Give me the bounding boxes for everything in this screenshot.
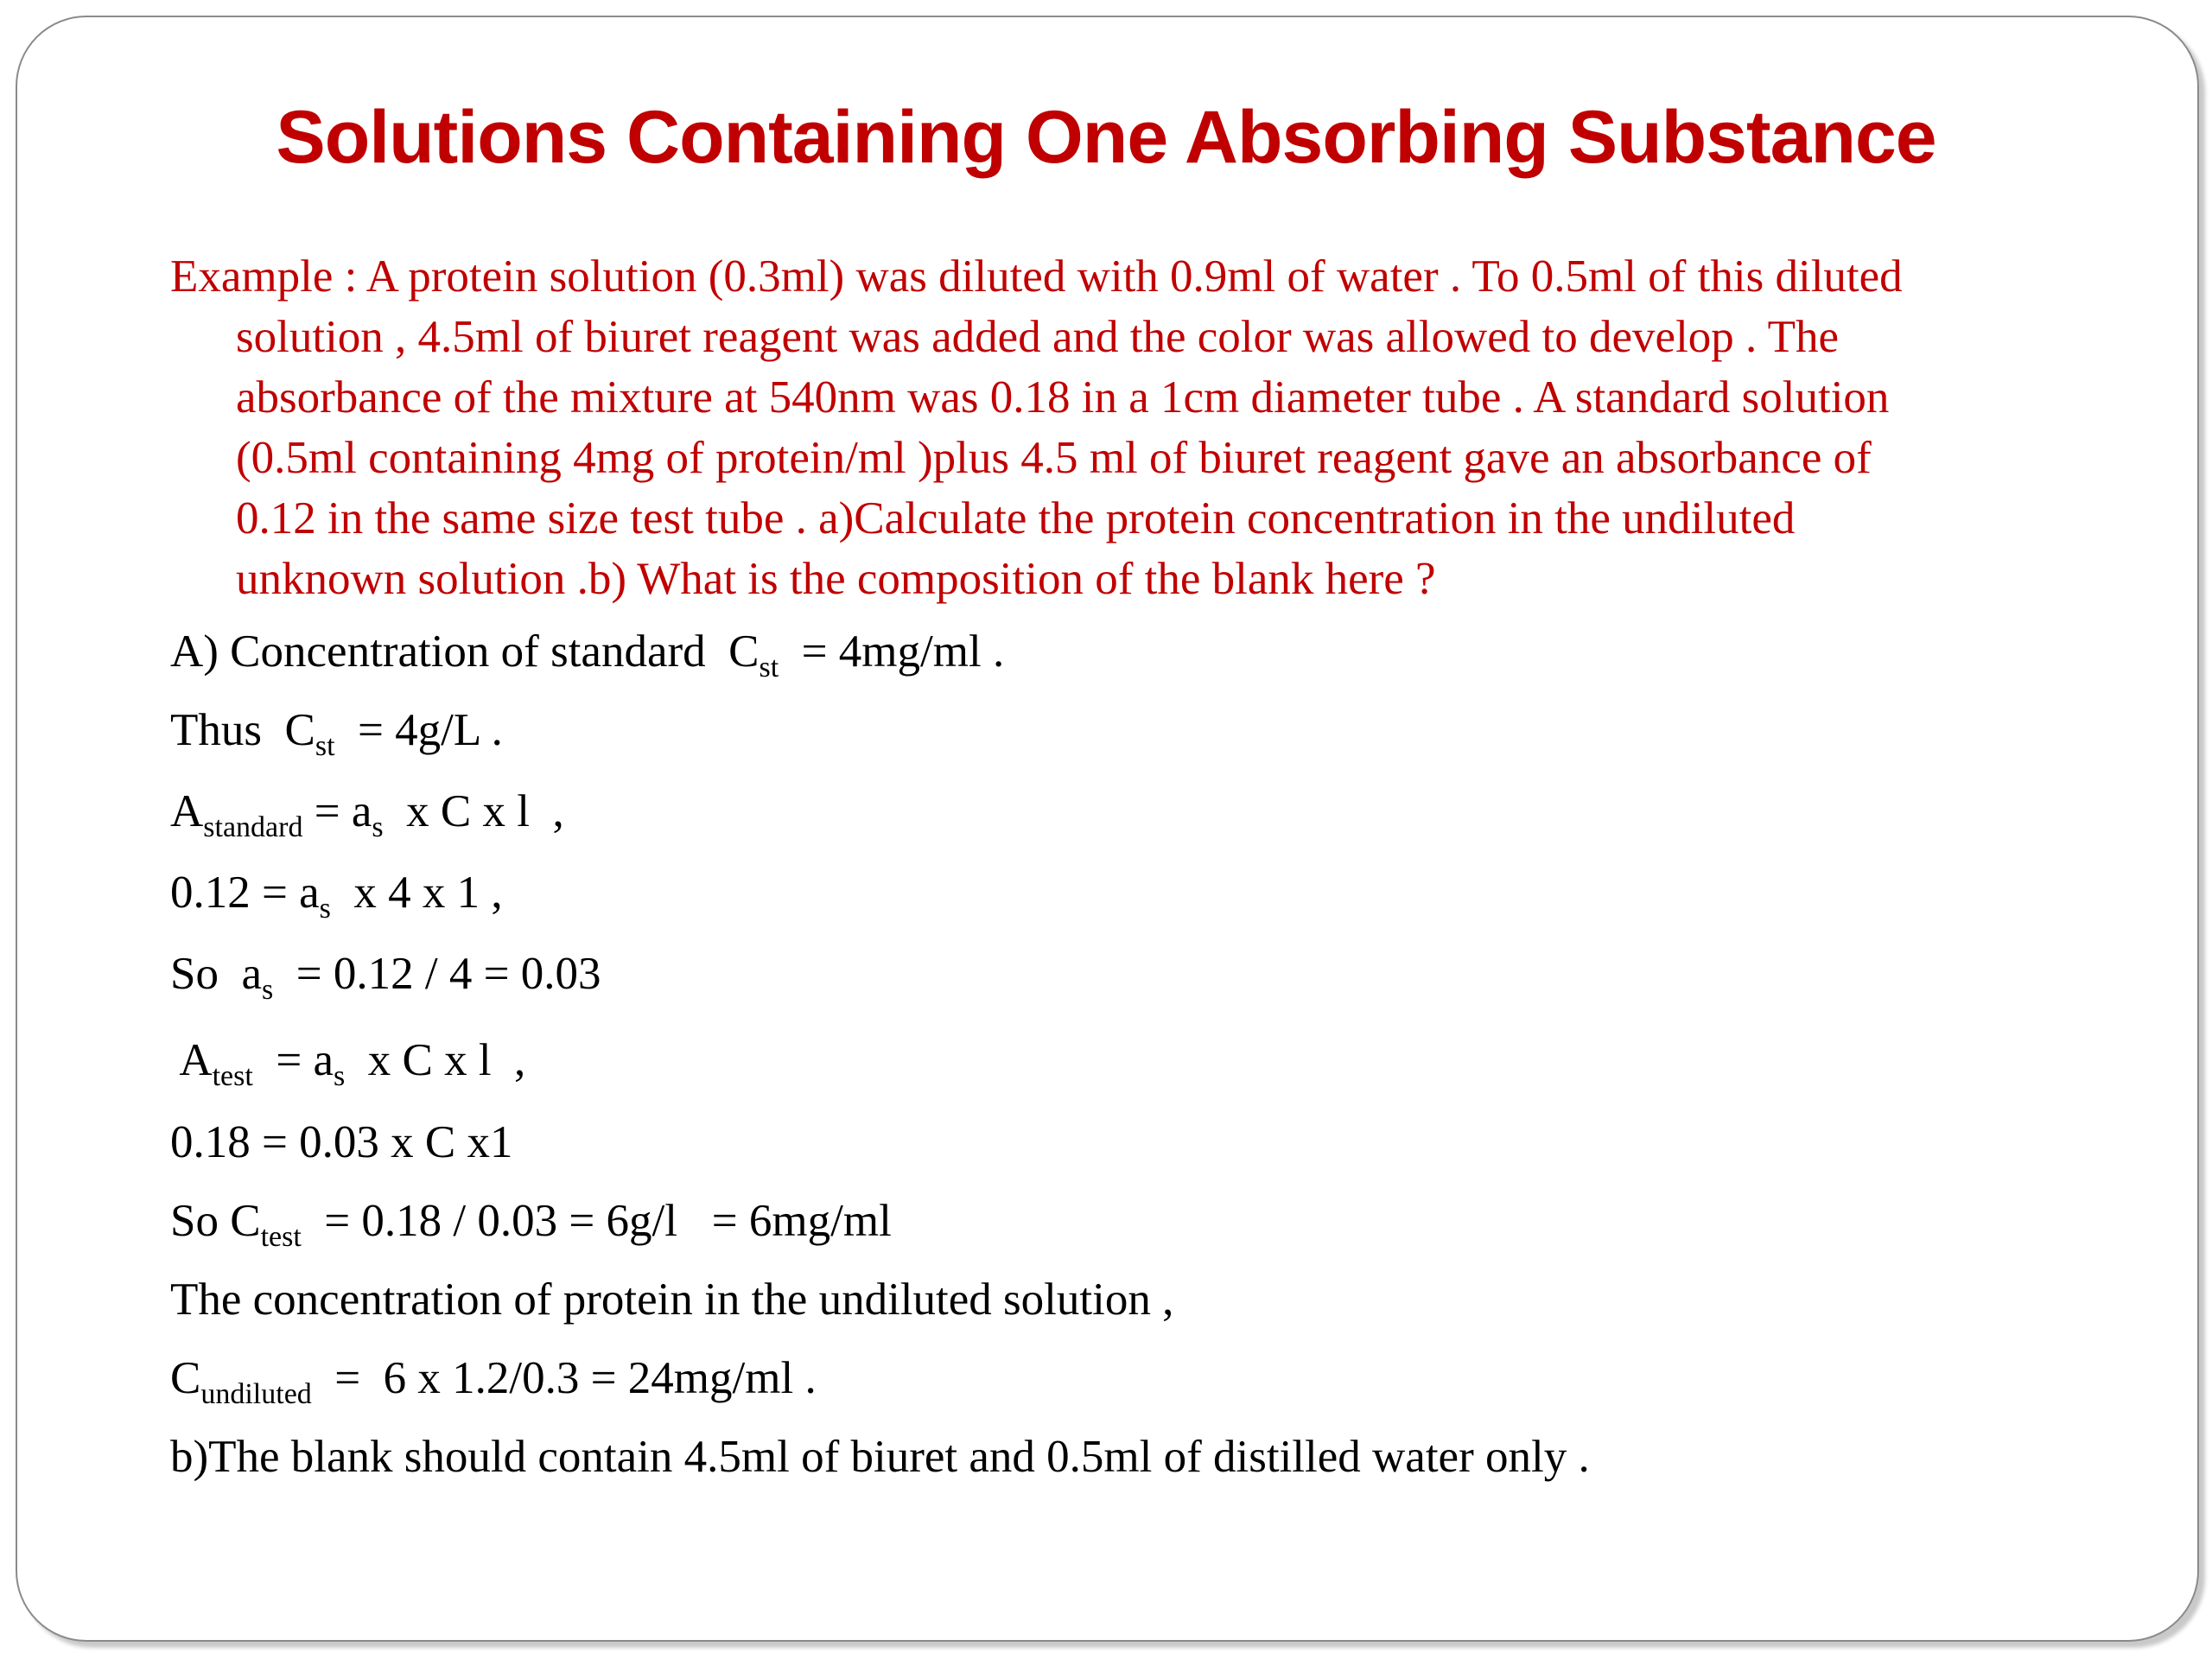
equation-text: = 0.12 / 4 = 0.03 [273, 949, 601, 999]
equation-text: = 6 x 1.2/0.3 = 24mg/ml . [311, 1353, 817, 1403]
subscript: standard [203, 811, 303, 843]
equation-text: So a [170, 949, 262, 999]
solution-line-a-test [170, 1034, 526, 1092]
example-line: absorbance of the mixture at 540nm was 0.18 in a 1cm diameter tube . A standard solution [236, 372, 1890, 423]
solution-line-undiluted-text [170, 1274, 1173, 1325]
subscript: s [372, 811, 384, 843]
equation-text: x C x l , [345, 1035, 526, 1085]
solution-line-as-result [170, 948, 601, 1006]
subscript: s [262, 974, 274, 1006]
equation-text: A [170, 1035, 213, 1085]
equation-text: A [170, 786, 204, 836]
example-line: (0.5ml containing 4mg of protein/ml )plus 4.5 ml of biuret reagent gave an absorbance of [236, 433, 1872, 483]
example-line: Example : A protein solution (0.3ml) was diluted with 0.9ml of water . To 0.5ml of this diluted [170, 251, 1903, 302]
equation-text: = 4g/L . [334, 705, 503, 755]
solution-line-c-undiluted [170, 1352, 817, 1410]
subscript: s [319, 893, 331, 925]
equation-text: A) Concentration of standard C [170, 626, 760, 677]
equation-text: 0.18 = 0.03 x C x1 [170, 1117, 513, 1167]
equation-text: b)The blank should contain 4.5ml of biuret and 0.5ml of distilled water only . [170, 1432, 1590, 1482]
subscript: s [334, 1060, 346, 1092]
equation-text: x 4 x 1 , [330, 868, 503, 918]
slide-title: Solutions Containing One Absorbing Substance [276, 96, 1936, 179]
subscript: st [759, 652, 779, 683]
equation-text: = 4mg/ml . [779, 626, 1005, 677]
equation-text: = 0.18 / 0.03 = 6g/l = 6mg/ml [301, 1196, 892, 1246]
equation-text: x C x l , [383, 786, 564, 836]
solution-line-c-test [170, 1195, 892, 1253]
equation-text: Thus C [170, 705, 315, 755]
solution-line-thus [170, 704, 503, 762]
solution-line-blank-composition [170, 1431, 1590, 1483]
equation-text: 0.12 = a [170, 868, 320, 918]
example-line: unknown solution .b) What is the composition of the blank here ? [236, 554, 1436, 604]
example-line: 0.12 in the same size test tube . a)Calculate the protein concentration in the undiluted [236, 493, 1796, 543]
subscript: undiluted [200, 1378, 312, 1410]
equation-text: The concentration of protein in the undiluted solution , [170, 1274, 1174, 1325]
solution-line-standard-values [170, 867, 503, 925]
solution-line-test-values [170, 1116, 513, 1168]
example-line: solution , 4.5ml of biuret reagent was added and the color was allowed to develop . The [236, 312, 1839, 362]
subscript: test [260, 1221, 302, 1253]
example-problem [170, 246, 2106, 609]
equation-text: = a [302, 786, 372, 836]
solution-line-a-standard [170, 785, 564, 843]
solution-line-concentration-standard [170, 626, 1005, 683]
equation-text: So C [170, 1196, 261, 1246]
equation-text: C [170, 1353, 201, 1403]
subscript: st [315, 730, 335, 762]
equation-text: = a [252, 1035, 334, 1085]
subscript: test [212, 1060, 253, 1092]
